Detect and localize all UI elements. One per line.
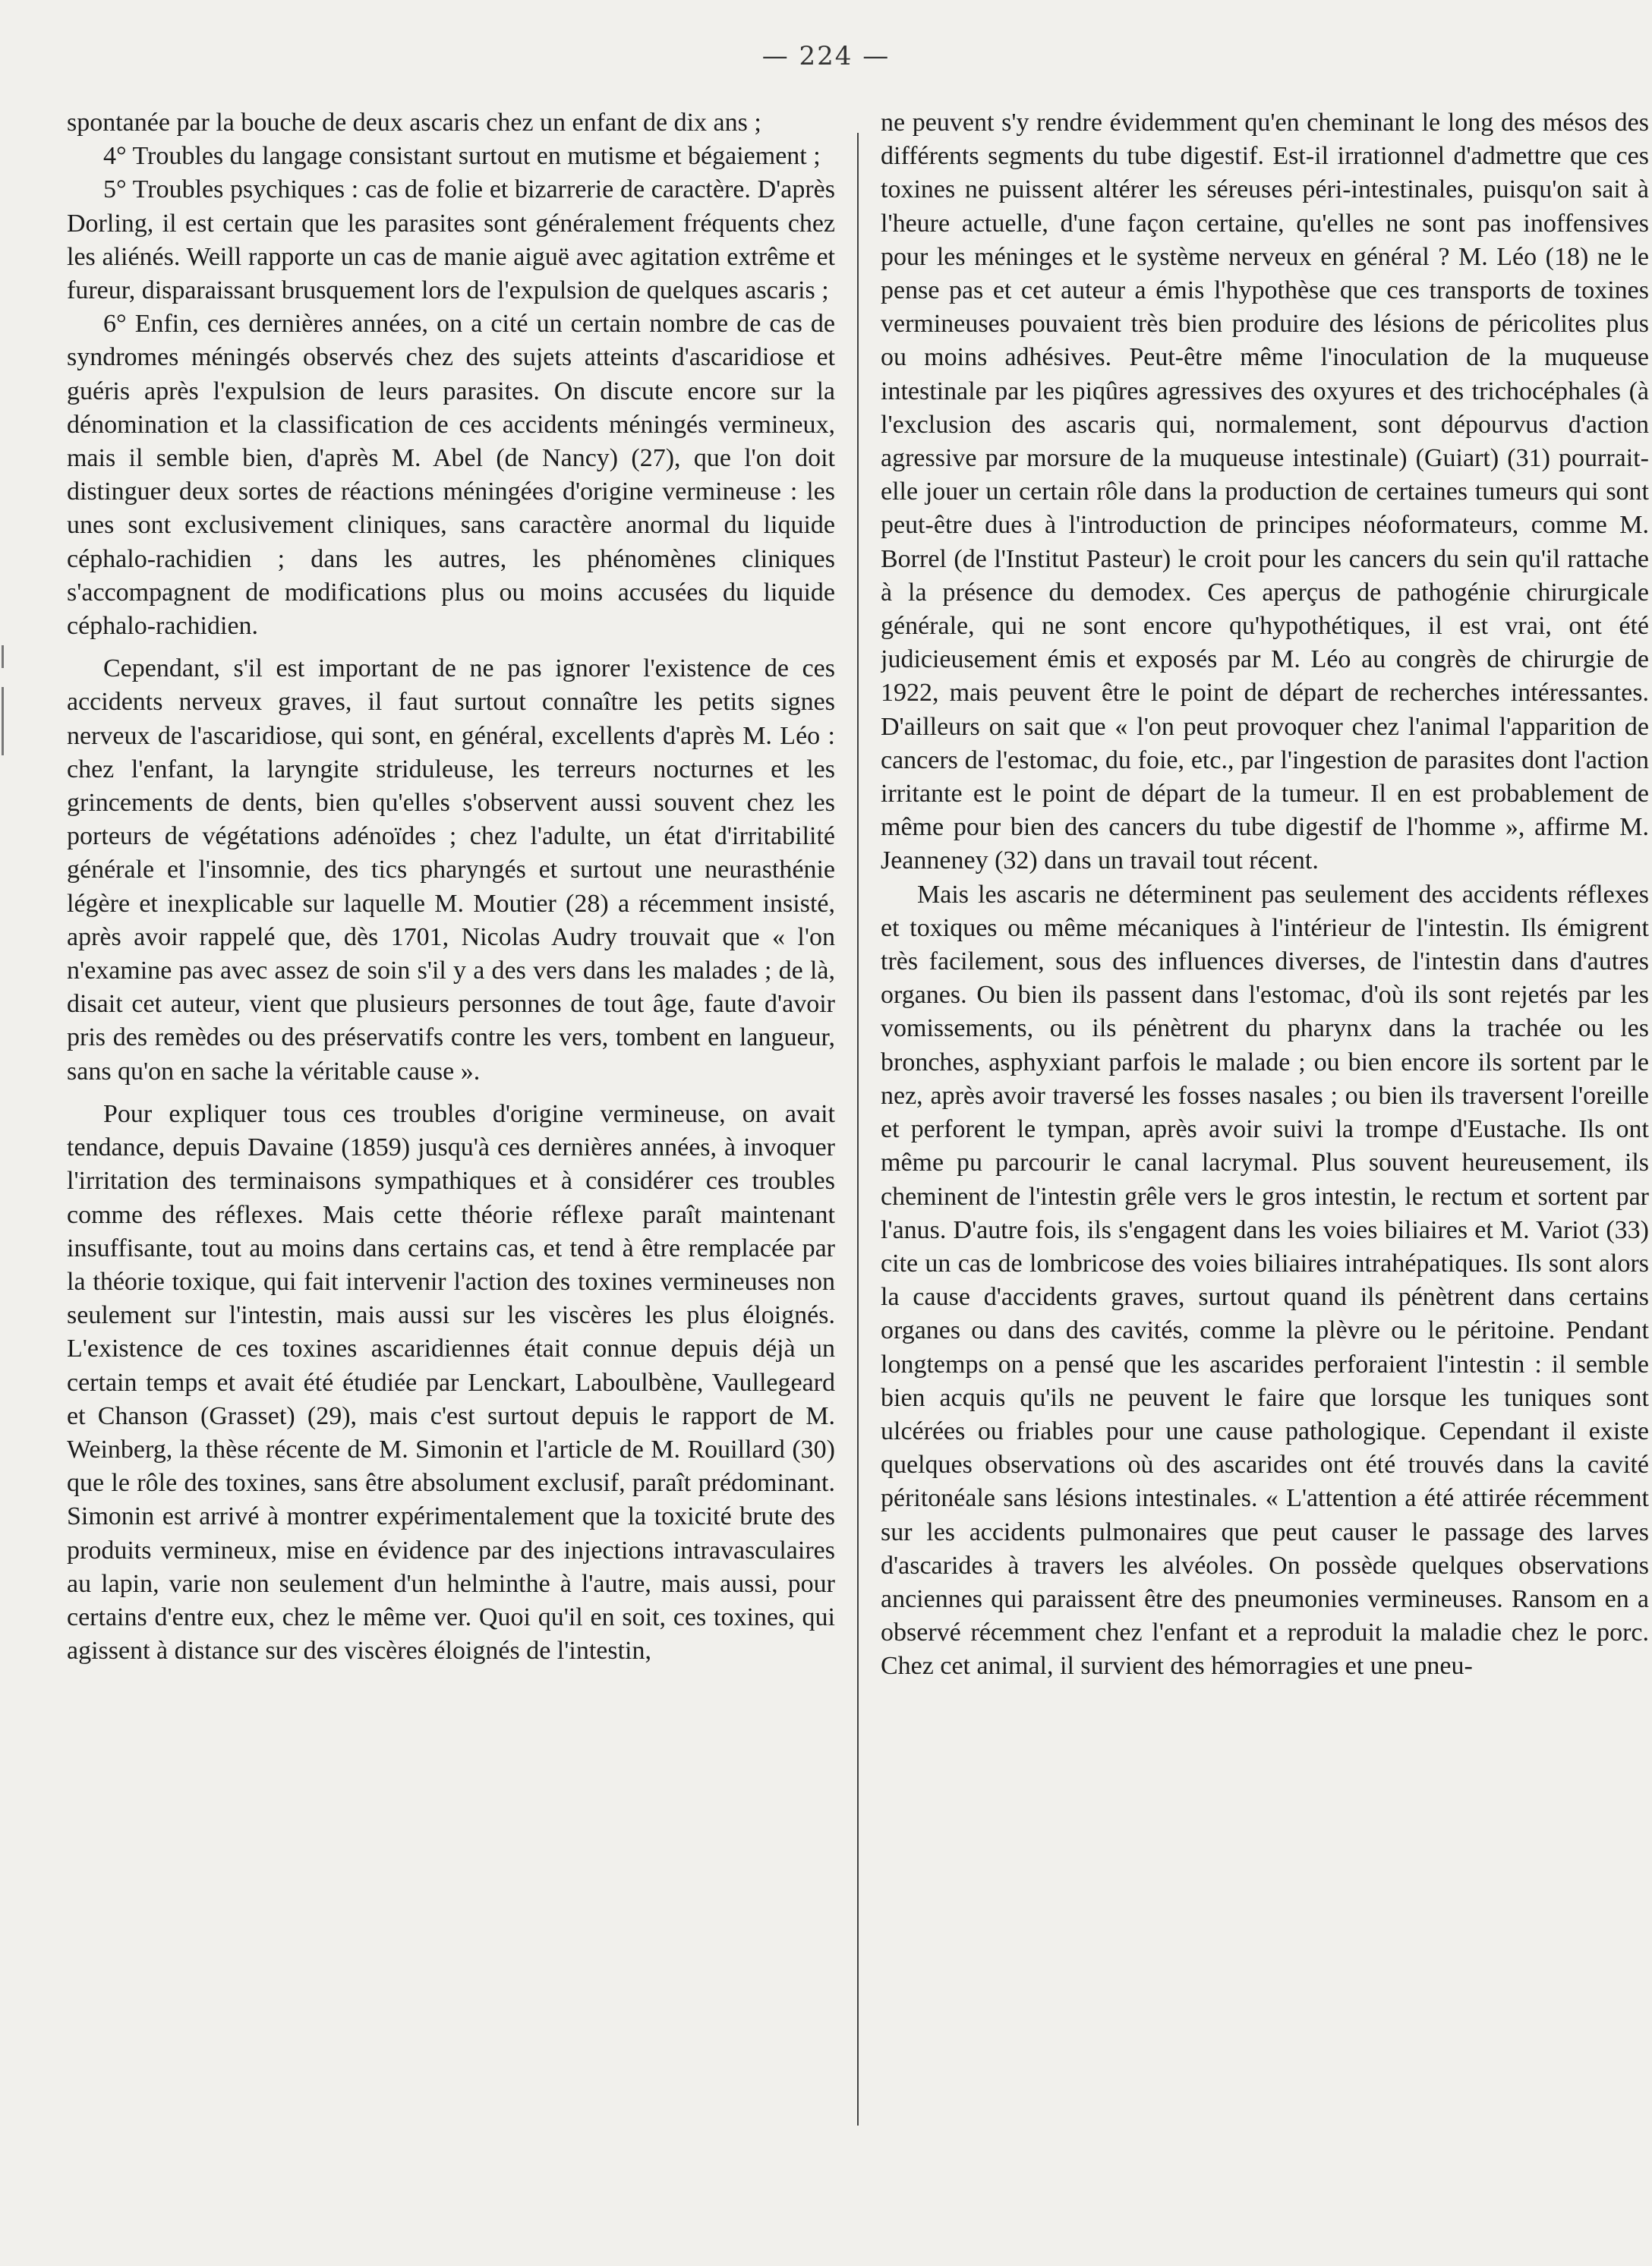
column-divider [857, 133, 859, 2126]
page-number: — 224 — [761, 41, 891, 71]
scan-margin-mark [2, 645, 4, 668]
paragraph: 5° Troubles psychiques : cas de folie et bizarrerie de caractère. D'après Dorling, il est certain que les parasites sont généralement fréquents chez les aliénés. Weill rapporte un cas de manie aiguë avec agitation extrême et fureur, disparaissant brusquement lors de l'expulsion de quelques ascaris ; [67, 175, 835, 305]
paragraph: 6° Enfin, ces dernières années, on a cité un certain nombre de cas de syndromes méningés observés chez des sujets atteints d'ascaridiose et guéris après l'expulsion de leurs parasites. On discute encore sur la dénomination et la classification de ces accidents méningés vermineux, mais il semble bien, d'après M. Abel (de Nancy) (27), que l'on doit distinguer deux sortes de réactions méningées d'origine vermineuse : les unes sont exclusivement cliniques, sans caractère anormal du liquide céphalo-rachidien ; dans les autres, les phénomènes cliniques s'accompagnent de modifications plus ou moins accusées du liquide céphalo-rachidien. [67, 310, 835, 641]
paragraph: spontanée par la bouche de deux ascaris chez un enfant de dix ans ; [67, 109, 761, 137]
right-text-column [881, 106, 1649, 2232]
scan-margin-mark [2, 687, 4, 755]
paragraph: Pour expliquer tous ces troubles d'origine vermineuse, on avait tendance, depuis Davaine (1859) jusqu'à ces dernières années, à invoquer l'irritation des terminaisons sympathiques et à considérer ces troubles comme des réflexes. Mais cette théorie réflexe paraît maintenant insuffisante, tout au moins dans certains cas, et tend à être remplacée par la théorie toxique, qui fait intervenir l'action des toxines vermineuses non seulement sur l'intestin, mais aussi sur les viscères les plus éloignés. L'existence de ces toxines ascaridiennes était connue depuis déjà un certain temps et avait été étudiée par Lenckart, Laboulbène, Vaullegeard et Chanson (Grasset) (29), mais c'est surtout depuis le rapport de M. Weinberg, la thèse récente de M. Simonin et l'article de M. Rouillard (30) que le rôle des toxines, sans être absolument exclusif, paraît prédominant. Simonin est arrivé à montrer expérimentalement que la toxicité brute des produits vermineux, mise en évidence par des injections intravasculaires au lapin, varie non seulement d'un helminthe à l'autre, mais aussi, pour certains d'entre eux, chez le même ver. Quoi qu'il en soit, ces toxines, qui agissent à distance sur des viscères éloignés de l'intestin, [67, 1099, 835, 1666]
paragraph: Cependant, s'il est important de ne pas ignorer l'existence de ces accidents nerveux graves, il faut surtout connaître les petits signes nerveux de l'ascaridiose, qui sont, en général, excellents d'après M. Léo : chez l'enfant, la laryngite striduleuse, les terreurs nocturnes et les grincements de dents, bien qu'elles s'observent aussi souvent chez les porteurs de végétations adénoïdes ; chez l'adulte, un état d'irritabilité générale et l'insomnie, des tics pharyngés et surtout une neurasthénie légère et inexplicable sur laquelle M. Moutier (28) a récemment insisté, après avoir rappelé que, dès 1701, Nicolas Audry trouvait que « l'on n'examine pas avec assez de soin s'il y a des vers dans les malades ; de là, disait cet auteur, vient que plusieurs personnes de tout âge, faute d'avoir pris des remèdes ou des préservatifs contre les vers, tombent en langueur, sans qu'on en sache la véritable cause ». [67, 654, 835, 1086]
paragraph: 4° Troubles du langage consistant surtout en mutisme et bégaiement ; [103, 142, 821, 171]
left-text-column [67, 106, 835, 2232]
paragraph: ne peuvent s'y rendre évidemment qu'en cheminant le long des mésos des différents segments du tube digestif. Est-il irrationnel d'admettre que ces toxines ne puissent altérer les séreuses péri-intestinales, puisqu'on sait à l'heure actuelle, d'une façon certaine, qu'elles ne sont pas inoffensives pour les méninges et le système nerveux en général ? M. Léo (18) ne le pense pas et cet auteur a émis l'hypothèse que ces transports de toxines vermineuses pouvaient très bien produire des lésions de péricolites plus ou moins adhésives. Peut-être même l'inoculation de la muqueuse intestinale par les piqûres agressives des oxyures et des trichocéphales (à l'exclusion des ascaris qui, normalement, sont dépourvus d'action agressive par morsure de la muqueuse intestinale) (Guiart) (31) pourrait-elle jouer un certain rôle dans la production de certaines tumeurs qui sont peut-être dues à l'introduction de principes néoformateurs, comme M. Borrel (de l'Institut Pasteur) le croit pour les cancers du sein qu'il rattache à la présence du demodex. Ces aperçus de pathogénie chirurgicale générale, qui ne sont encore qu'hypothétiques, il est vrai, ont été judicieusement émis et exposés par M. Léo au congrès de chirurgie de 1922, mais peuvent être le point de départ de recherches intéressantes. D'ailleurs on sait que « l'on peut provoquer chez l'animal l'apparition de cancers de l'estomac, du foie, etc., par l'ingestion de parasites dont l'action irritante est le point de départ de la tumeur. Il en est probablement de même pour bien des cancers du tube digestif de l'homme », affirme M. Jeanneney (32) dans un travail tout récent. [881, 109, 1649, 875]
paragraph: Mais les ascaris ne déterminent pas seulement des accidents réflexes et toxiques ou même mécaniques à l'intérieur de l'intestin. Ils émigrent très facilement, sous des influences diverses, de l'intestin dans d'autres organes. Ou bien ils passent dans l'estomac, d'où ils sont rejetés par les vomissements, ou ils pénètrent du pharynx dans la trachée ou les bronches, asphyxiant parfois le malade ; ou bien encore ils sortent par le nez, après avoir traversé les fosses nasales ; ou bien ils traversent l'oreille et perforent le tympan, après avoir suivi la trompe d'Eustache. Ils ont même pu parcourir le canal lacrymal. Plus souvent heureusement, ils cheminent de l'intestin grêle vers le gros intestin, le rectum et sortent par l'anus. D'autre fois, ils s'engagent dans les voies biliaires et M. Variot (33) cite un cas de lombricose des voies biliaires intrahépatiques. Ils sont alors la cause d'accidents graves, surtout quand ils pénètrent dans certains organes ou dans des cavités, comme la plèvre ou le péritoine. Pendant longtemps on a pensé que les ascarides perforaient l'intestin : il semble bien acquis qu'ils ne peuvent le faire que lorsque les tuniques sont ulcérées ou friables pour une cause pathologique. Cependant il existe quelques observations où des ascarides ont été trouvés dans la cavité péritonéale sans lésions intestinales. « L'attention a été attirée récemment sur les accidents pulmonaires que peut causer le passage des larves d'ascarides à travers les alvéoles. On possède quelques observations anciennes qui paraissent être des pneumonies vermineuses. Ransom en a observé récemment chez l'enfant et a reproduit la maladie chez le porc. Chez cet animal, il survient des hémorragies et une pneu- [881, 880, 1649, 1681]
